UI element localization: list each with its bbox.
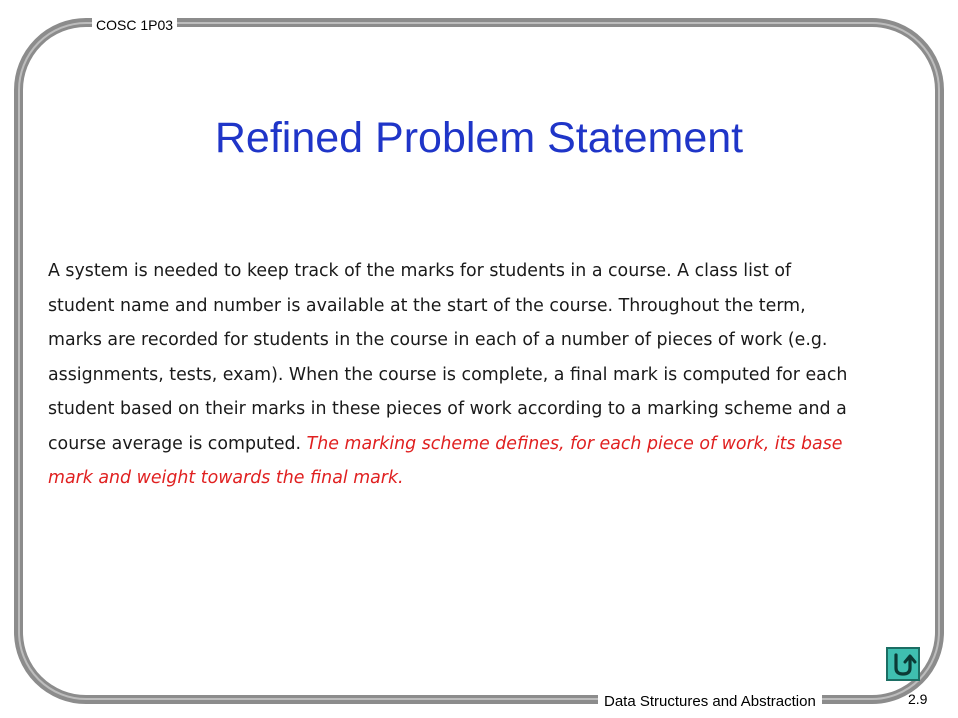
slide-body (48, 254, 848, 496)
body-emphasis-text: The marking scheme defines, for each piece of work, its base mark and weight towards the final mark. (48, 433, 843, 488)
page-number: 2.9 (908, 691, 928, 707)
return-button[interactable] (886, 647, 920, 681)
return-u-turn-icon (888, 649, 918, 679)
slide-title: Refined Problem Statement (214, 114, 744, 162)
body-plain-text: A system is needed to keep track of the marks for students in a course. A class list of student name and number is available at the start of the course. Throughout the term, marks are recorded for students in the course in each of a number of pieces of work (e.g. assignments, tests, exam). When the course is complete, a final mark is computed for each student based on their marks in these pieces of work according to a marking scheme and a course average is computed. (48, 261, 848, 454)
course-code: COSC 1P03 (92, 16, 177, 34)
footer-title: Data Structures and Abstraction (598, 692, 822, 712)
